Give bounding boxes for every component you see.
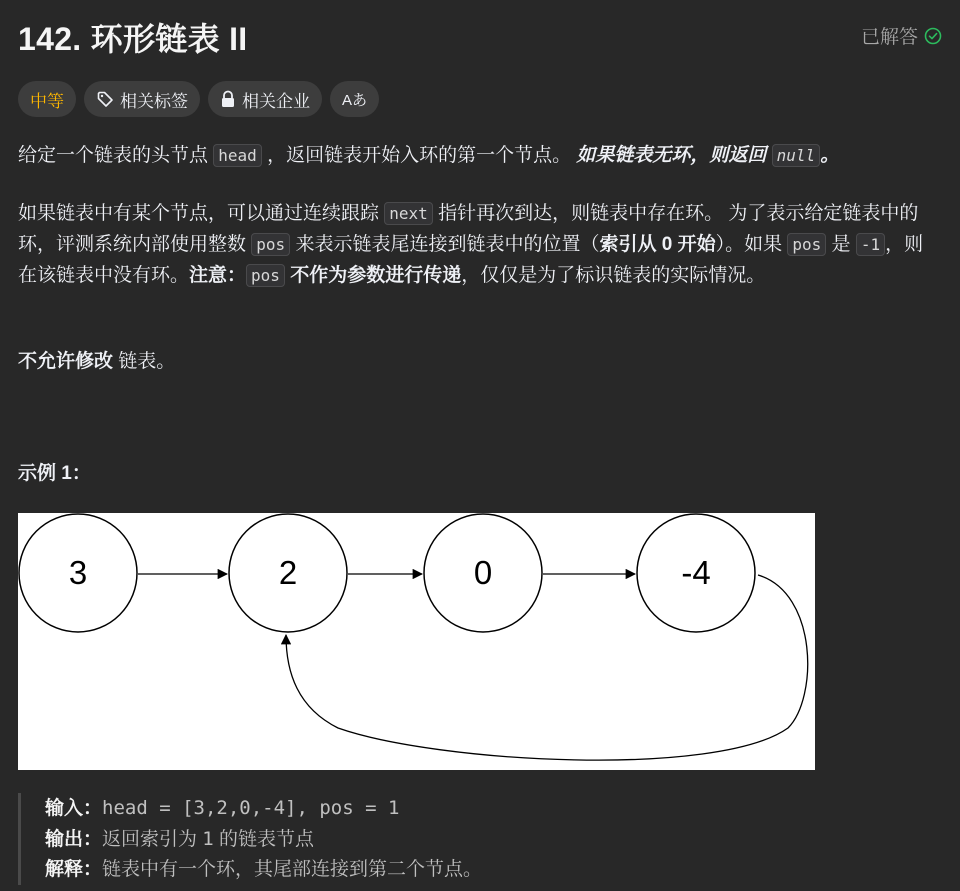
explanation-text: 链表中有一个环，其尾部连接到第二个节点。	[102, 859, 483, 880]
difficulty-label: 中等	[30, 91, 64, 111]
problem-title: 142. 环形链表 II	[18, 21, 248, 57]
text: 指针再次到达，则链表中存在环。 为了表示给定链表中的环，评测系统内部使用整数	[18, 203, 919, 255]
example-output	[45, 824, 945, 855]
text: 链表。	[113, 351, 176, 372]
example-explanation	[45, 855, 945, 885]
tag-icon	[96, 90, 114, 108]
translate-icon: Aあ	[342, 91, 368, 109]
text: 给定一个链表的头节点	[18, 145, 214, 166]
code-pos: pos	[787, 233, 826, 256]
description-paragraph-1	[18, 140, 839, 171]
output-code: 1	[202, 828, 214, 850]
node-value: -4	[681, 554, 711, 591]
text: 来表示链表尾连接到链表中的位置（	[290, 234, 600, 255]
example-title: 示例 1：	[18, 463, 91, 484]
linked-list-diagram	[18, 513, 815, 770]
related-tags-button[interactable]	[84, 81, 200, 117]
code-pos: pos	[246, 264, 285, 287]
bold-text: 不作为参数进行传递	[284, 265, 462, 286]
output-label: 输出：	[45, 829, 103, 850]
description-paragraph-2	[18, 198, 932, 291]
emphasis-text: 。	[820, 145, 840, 166]
text: ，则在该链表中没有环。	[18, 234, 924, 286]
translate-button[interactable]	[330, 81, 379, 117]
code-minus-one: -1	[856, 233, 885, 256]
lock-icon	[220, 90, 236, 108]
linked-list-svg	[18, 513, 815, 770]
node-value: 2	[278, 554, 298, 591]
text: 是	[826, 234, 856, 255]
difficulty-badge[interactable]	[18, 81, 76, 117]
description-paragraph-3	[18, 346, 175, 377]
text: ）。如果	[715, 234, 788, 255]
solved-label: 已解答	[860, 27, 918, 48]
bold-text: 索引从 0 开始	[599, 234, 716, 255]
solved-status	[861, 22, 942, 49]
code-head: head	[213, 144, 262, 167]
input-value: head = [3,2,0,-4], pos = 1	[102, 797, 400, 819]
text: 如果链表中有某个节点，可以通过连续跟踪	[18, 203, 385, 224]
node-value: 3	[68, 554, 88, 591]
node-value: 0	[473, 554, 493, 591]
tag-row	[18, 81, 379, 117]
code-pos: pos	[251, 233, 290, 256]
emphasis-text: 如果链表无环，则返回	[576, 145, 772, 166]
example-input	[45, 793, 945, 824]
input-label: 输入：	[45, 798, 103, 819]
output-text: 的链表节点	[213, 829, 315, 850]
bold-text: 不允许修改	[18, 351, 114, 372]
related-companies-button[interactable]	[208, 81, 322, 117]
output-text: 返回索引为	[102, 829, 203, 850]
explanation-label: 解释：	[45, 859, 103, 880]
example-io-block	[18, 793, 945, 885]
code-next: next	[384, 202, 433, 225]
code-null: null	[772, 144, 821, 167]
related-tags-label: 相关标签	[120, 91, 188, 111]
related-companies-label: 相关企业	[242, 91, 310, 111]
bold-text: 注意：	[189, 265, 247, 286]
text: ，返回链表开始入环的第一个节点。	[261, 145, 577, 166]
check-circle-icon	[924, 27, 942, 45]
text: ，仅仅是为了标识链表的实际情况。	[461, 265, 766, 286]
